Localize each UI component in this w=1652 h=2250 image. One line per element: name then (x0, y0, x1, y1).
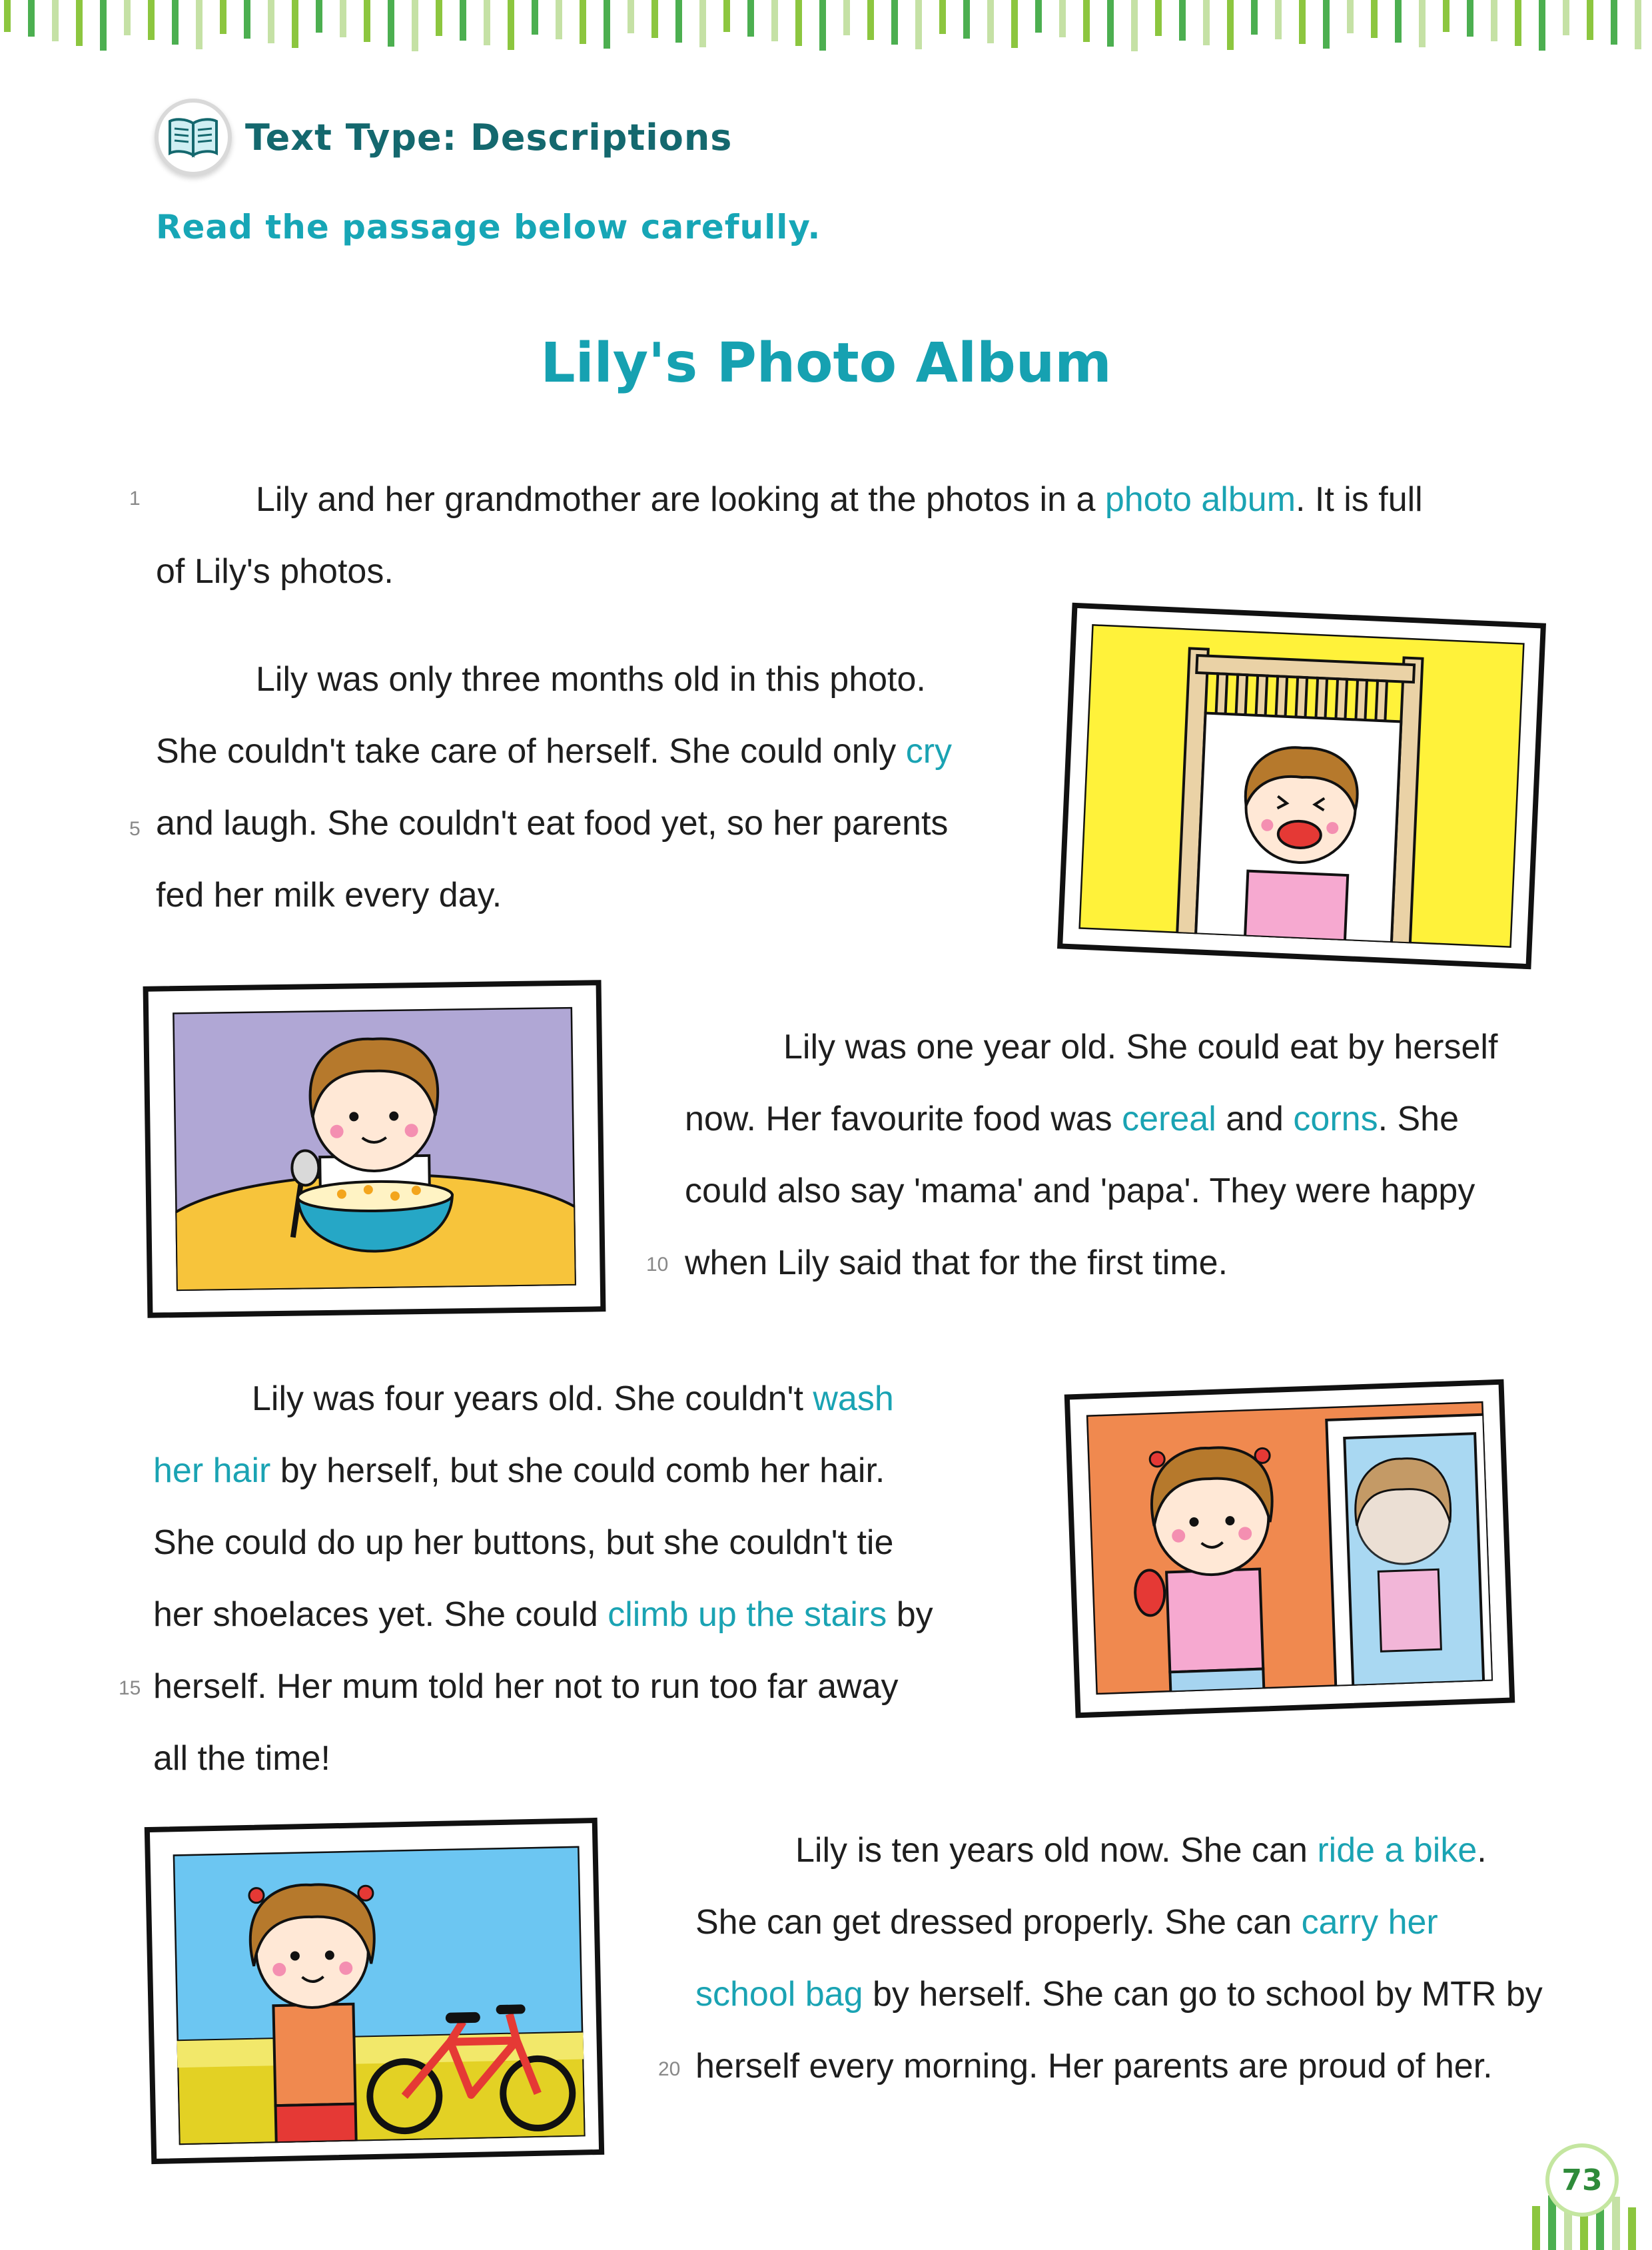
photo-girl-bike (145, 1818, 604, 2164)
vocab-climb-up-the-stairs: climb up the stairs (608, 1595, 887, 1634)
stripe (1227, 0, 1234, 50)
stripe (819, 0, 826, 51)
stripe (627, 0, 634, 33)
stripe (244, 0, 250, 39)
stripe (795, 0, 802, 46)
instruction-text: Read the passage below carefully. (156, 208, 821, 246)
stripe (172, 0, 179, 45)
stripe (124, 0, 131, 35)
stripe (1491, 0, 1497, 41)
vocab-cry: cry (905, 732, 953, 771)
stripe (76, 0, 83, 46)
stripe (843, 0, 850, 35)
paragraph-3: Lily was one year old. She could eat by herself now. Her favourite food was cereal and corns. She could also say 'mama' and 'papa'. They were happy when Lily said that for the first time. (685, 1028, 1498, 1282)
stripe (1059, 0, 1066, 37)
vocab-photo-album: photo album (1104, 480, 1296, 519)
stripe (388, 0, 394, 47)
paragraph-1: Lily and her grandmother are looking at the photos in a photo album. It is full of Lily's photos. (156, 480, 1423, 591)
stripe (1635, 0, 1641, 49)
stripe (1395, 0, 1402, 43)
stripe (1467, 0, 1473, 37)
stripe (220, 0, 226, 34)
stripe (1299, 0, 1306, 44)
stripe (651, 0, 658, 38)
stripe (484, 0, 490, 45)
stripe (1107, 0, 1114, 47)
stripe (340, 0, 346, 37)
vocab-wash-her-hair: wash (813, 1379, 894, 1418)
line-number-10: 10 (646, 1254, 669, 1276)
stripe (675, 0, 682, 43)
paragraph-2: Lily was only three months old in this photo. She couldn't take care of herself. She could only cry and laugh. She couldn't eat food yet, so her parents fed her milk every day. (156, 660, 953, 915)
stripe (1611, 0, 1617, 45)
stripe (963, 0, 970, 39)
text-type-label: Text Type: Descriptions (245, 116, 733, 159)
text-type-header (155, 99, 732, 176)
stripe (771, 0, 778, 41)
stripe (1419, 0, 1426, 47)
stripe (1155, 0, 1162, 36)
stripe (1371, 0, 1378, 38)
stripe (1203, 0, 1210, 45)
stripe (747, 0, 754, 37)
stripe (532, 0, 538, 35)
stripe (100, 0, 107, 51)
vocab-carry-her-school-bag: carry her (1301, 1903, 1438, 1942)
stripe (52, 0, 59, 41)
stripe (604, 0, 610, 49)
stripe (867, 0, 874, 40)
stripe (1275, 0, 1282, 39)
stripe (1011, 0, 1018, 48)
stripe (1539, 0, 1545, 51)
vocab-ride-a-bike: ride a bike (1317, 1831, 1477, 1870)
stripe (364, 0, 370, 42)
stripe (316, 0, 322, 33)
book-icon (155, 99, 232, 176)
stripe (1251, 0, 1258, 35)
photo-girl-mirror (1064, 1379, 1515, 1718)
stripe (556, 0, 562, 39)
stripe (4, 0, 11, 32)
stripe (292, 0, 298, 48)
stripe (1035, 0, 1042, 33)
stripe (987, 0, 994, 43)
stripe (1179, 0, 1186, 41)
page-number: 73 (1545, 2143, 1619, 2217)
stripe (891, 0, 898, 45)
stripe (1587, 0, 1593, 40)
vocab-cereal: cereal (1122, 1100, 1216, 1138)
stripe (723, 0, 730, 32)
stripe (1131, 0, 1138, 51)
stripe (915, 0, 922, 49)
stripe (699, 0, 706, 47)
stripe (268, 0, 274, 43)
stripe (436, 0, 442, 36)
stripe (1443, 0, 1449, 32)
line-number-15: 15 (119, 1677, 141, 1699)
stripe (580, 0, 586, 44)
stripe (508, 0, 514, 50)
stripe (1083, 0, 1090, 42)
stripe (412, 0, 418, 51)
stripe (460, 0, 466, 41)
stripe (1515, 0, 1521, 46)
line-number-1: 1 (129, 488, 141, 510)
line-number-5: 5 (129, 818, 141, 840)
line-number-20: 20 (658, 2058, 681, 2080)
paragraph-4: Lily was four years old. She couldn't wash her hair by herself, but she could comb her hair. She could do up her buttons, but she couldn't tie her shoelaces yet. She could climb up the stairs by herself. Her mum told her not to run too far away all the time! (153, 1379, 933, 1778)
photo-toddler-cereal (143, 980, 606, 1318)
stripe (148, 0, 155, 40)
vocab-corns: corns (1293, 1100, 1378, 1138)
photo-baby-crib (1057, 603, 1546, 970)
stripe (1323, 0, 1330, 49)
stripe (28, 0, 35, 37)
stripe (196, 0, 203, 49)
paragraph-5: Lily is ten years old now. She can ride a bike. She can get dressed properly. She can carry her school bag by herself. She can go to school by MTR by herself every morning. Her parents are proud of her. (695, 1831, 1543, 2085)
stripe (939, 0, 946, 34)
stripe (1563, 0, 1569, 35)
top-stripes (0, 0, 1652, 52)
passage-title: Lily's Photo Album (540, 332, 1112, 395)
stripe (1347, 0, 1354, 33)
